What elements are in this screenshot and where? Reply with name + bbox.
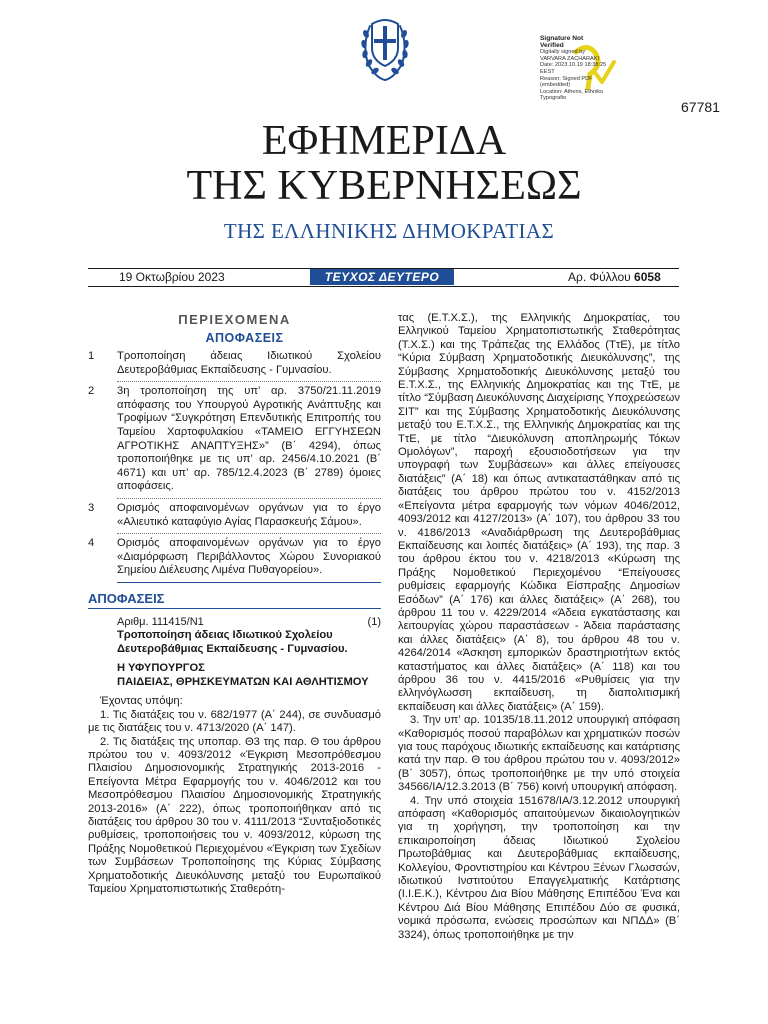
signature-detail: VARVARA ZACHARAKI [540, 55, 600, 62]
signature-detail: Location: Athens, Ethniko [540, 88, 604, 95]
issue-bar-bottom-rule [88, 286, 679, 287]
decision-subject: Τροποποίηση άδειας Ιδιωτικού Σχολείου Δευτεροβάθμιας Εκπαίδευσης - Γυμνασίου. [117, 628, 348, 655]
decision-ref-index: (1) [367, 615, 381, 628]
signature-detail: Date: 2023.10.19 18:38:25 [540, 62, 607, 69]
signature-detail: (embedded) [540, 82, 571, 89]
toc-item-number: 4 [88, 537, 95, 550]
gazette-title-line2: ΤΗΣ ΚΥΒΕΡΝΗΣΕΩΣ [186, 163, 582, 209]
greek-coat-of-arms-icon [358, 14, 412, 110]
left-column [88, 312, 381, 896]
toc-item-number: 2 [88, 385, 95, 398]
toc-item[interactable] [88, 534, 381, 582]
gazette-title-line1: ΕΦΗΜΕΡΙΔΑ [261, 118, 507, 164]
signature-detail: Typografio [540, 95, 567, 102]
issue-sheet-number [568, 269, 661, 285]
decision-reference [88, 615, 381, 629]
sheet-number: 6058 [634, 270, 661, 284]
contents-title: ΠΕΡΙΕΧΟΜΕΝΑ [178, 312, 291, 327]
authority-line1: Η ΥΦΥΠΟΥΡΓΟΣ [117, 662, 205, 675]
fek-page-number: 67781 [681, 99, 720, 115]
signature-status-line1: Signature Not [540, 35, 584, 42]
intro-text: Έχοντας υπόψη: [100, 695, 183, 708]
issue-series-tag: ΤΕΥΧΟΣ ΔΕΥΤΕΡΟ [310, 269, 454, 285]
toc-item[interactable] [88, 499, 381, 533]
contents-subtitle: ΑΠΟΦΑΣΕΙΣ [205, 331, 284, 345]
paragraph: 1. Τις διατάξεις του ν. 682/1977 (Α΄ 244), σε συνδυασμό με τις διατάξεις του ν. 4713/2020 (Α΄ 147). [88, 708, 381, 735]
toc-item-text: 3η τροποποίηση της υπ’ αρ. 3750/21.11.2019 απόφασης του Υπουργού Αγροτικής Ανάπτυξης και Τροφίμων “Συγκρότηση Επενδυτικής Επιτροπής του Ταμείου Χαρτοφυλακίου «ΤΑΜΕΙΟ ΕΓΓΥΗΣΕΩΝ ΑΓΡΟΤΙΚΗΣ ΑΝΑΠΤΥΞΗΣ»” (Β΄ 4294), όπως τροποποιήθηκε με τις υπ’ αρ. 2456/4.10.2021 (Β΄ 4671) και υπ’ αρ. 785/12.4.2023 (Β΄ 2789) όμοιες αποφάσεις. [117, 385, 381, 493]
sheet-prefix: Αρ. Φύλλου [568, 270, 631, 284]
gazette-subtitle: ΤΗΣ ΕΛΛΗΝΙΚΗΣ ΔΗΜΟΚΡΑΤΙΑΣ [223, 219, 555, 243]
signature-status-line2: Verified [540, 41, 564, 49]
toc-item-text: Τροποποίηση άδειας Ιδιωτικού Σχολείου Δευτεροβάθμιας Εκπαίδευσης - Γυμνασίου. [117, 350, 381, 376]
paragraph: τας (Ε.Τ.Χ.Σ.), της Ελληνικής Δημοκρατίας, του Ελληνικού Ταμείου Χρηματοπιστωτικής Σταθερότητας (Τ.Χ.Σ.) και της Τράπεζας της Ελλάδος (ΤτΕ), με τίτλο “Κύρια Σύμβαση Χρηματοδοτικής Διευκόλυνσης”, της Σύμβασης Χρηματοδοτικής Διευκόλυνσης μεταξύ του Ε.Τ.Χ.Σ., της Ελληνικής Δημοκρατίας και της ΤτΕ, με τίτλο “Σύμβαση Διευκόλυνσης Διαχείρισης Υποχρεώσεων ΣΙΤ” και της Σύμβασης Χρηματοδοτικής Διευκόλυνσης μεταξύ του Ε.Τ.Χ.Σ., της Ελληνικής Δημοκρατίας και της ΤτΕ, με τίτλο “Διευκόλυνση αποπληρωμής Τόκων Ομολόγων”, παροχή εξουσιοδοτήσεων για την υπογραφή των Συμβάσεων» και άλλες επείγουσες διατάξεις” (Α΄ 18) και όπως αντικαταστάθηκαν από τις διατάξεις του άρθρου πρώτου του ν. 4152/2013 «Επείγοντα μέτρα εφαρμογής των νόμων 4046/2012, 4093/2012 και 4127/2013» (Α΄ 107), του άρθρου 33 του ν. 4186/2013 «Αναδιάρθρωση της Δευτεροβάθμιας Εκπαίδευσης και λοιπές διατάξεις» (Α΄ 193), της παρ. 3 του άρθρου έκτου του ν. 4218/2013 «Κύρωση της Πράξης Νομοθετικού Περιεχομένου “Επείγουσες ρυθμίσεις εφαρμογής Κώδικα Είσπραξης Δημοσίων Εσόδων” (Α΄ 176) και άλλες διατάξεις» (Α΄ 268), του άρθρου 11 του ν. 4229/2014 «Άδεια εγκατάστασης και λειτουργίας χώρου παραστάσεων - Άδεια παράστασης και άλλες διατάξεις» (Α΄ 8), του άρθρου 48 του ν. 4264/2014 «Άσκηση εμπορικών δραστηριοτήτων εκτός καταστήματος και άλλες διατάξεις» (Α΄ 118) και του άρθρου 36 του ν. 4415/2016 «Ρυθμίσεις για την ελληνόγλωσση εκπαίδευση, τη διαπολιτισμική εκπαίδευση και άλλες διατάξεις» (Α΄ 159). [398, 312, 680, 713]
toc-item[interactable] [88, 347, 381, 381]
toc-item[interactable] [88, 382, 381, 498]
decisions-title: ΑΠΟΦΑΣΕΙΣ [88, 590, 165, 606]
paragraph: 3. Την υπ’ αρ. 10135/18.11.2012 υπουργική απόφαση «Καθορισμός ποσού παραβόλων και χρηματικών ποσών για τους παρόχους ιδιωτικής εκπαίδευσης και κατάρτισης κατά την παρ. Θ του άρθρου πρώτου του ν. 4093/2012» (Β΄ 3057), όπως τροποποιήθηκε με την υπό στοιχεία 34566/ΙΑ/12.3.2013 (Β΄ 756) κοινή υπουργική απόφαση. [398, 714, 680, 794]
toc-item-text: Ορισμός αποφαινομένων οργάνων για το έργο «Αλιευτικό καταφύγιο Αγίας Παρασκευής Σάμου». [117, 501, 381, 528]
authority-line2: ΠΑΙΔΕΙΑΣ, ΘΡΗΣΚΕΥΜΑΤΩΝ ΚΑΙ ΑΘΛΗΤΙΣΜΟΥ [117, 675, 369, 688]
digital-signature-stamp[interactable] [540, 35, 648, 102]
decision-ref-number: Αριθμ. 111415/Ν1 [117, 615, 204, 628]
paragraph: 4. Την υπό στοιχεία 151678/ΙΑ/3.12.2012 υπουργική απόφαση «Καθορισμός απαιτούμενων δικαιολογητικών για τη χορήγηση, την τροποποίηση και την επικαιροποίηση άδειας Ιδιωτικού Σχολείου Πρωτοβάθμιας και Δευτεροβάθμιας εκπαίδευσης, Κολλεγίου, Φροντιστηρίου και Κέντρου Ξένων Γλωσσών, ιδιωτικού Ινστιτούτου Επαγγελματικής Κατάρτισης (Ι.Ι.Ε.Κ.), Κέντρου Δια Βίου Μάθησης Επιπέδου Ένα και Κέντρου Διά Βίου Μάθησης Επιπέδου Δύο σε φυσικά, νομικά πρόσωπα, ενώσεις προσώπων και ΝΠΔΔ» (Β΄ 3324), όπως τροποποιήθηκε με την [398, 794, 680, 941]
toc-item-number: 1 [88, 350, 95, 362]
signature-detail: Reason: Signed PDF [540, 75, 593, 82]
signature-detail: EEST [540, 68, 555, 75]
paragraph: 2. Τις διατάξεις της υποπαρ. Θ3 της παρ. Θ του άρθρου πρώτου του ν. 4093/2012 «Έγκριση Μεσοπρόθεσμου Πλαισίου Δημοσιονομικής Στρατηγικής 2013-2016 - Επείγοντα Μέτρα Εφαρμογής του ν. 4046/2012 και του Μεσοπρόθεσμου Πλαισίου Δημοσιονομικής Στρατηγικής 2013-2016» (Α΄ 222), όπως τροποποιήθηκαν από τις διατάξεις του άρθρου 30 του ν. 4111/2013 “Συνταξιοδοτικές ρυθμίσεις, τροποποιήσεις του ν. 4093/2012, κύρωση της Πράξης Νομοθετικού Περιεχομένου «Έγκριση των Σχεδίων των Συμβάσεων Τροποποίησης της Κύριας Σύμβασης Χρηματοδοτικής Διευκόλυνσης μεταξύ του Ευρωπαϊκού Ταμείου Χρηματοπιστωτικής Σταθερότη- [88, 735, 381, 895]
decisions-rule [88, 608, 381, 609]
toc-end-rule [117, 582, 381, 583]
toc-item-text: Ορισμός αποφαινομένων οργάνων για το έργο «Διαμόρφωση Περιβάλλοντος Χώρου Συνοριακού Σημείου Διέλευσης Λιμένα Πυθαγορείου». [117, 537, 381, 577]
signature-detail: Digitally signed by [540, 49, 586, 56]
right-column [398, 312, 680, 942]
issue-date: 19 Οκτωβρίου 2023 [119, 270, 225, 284]
toc-item-number: 3 [88, 501, 95, 514]
